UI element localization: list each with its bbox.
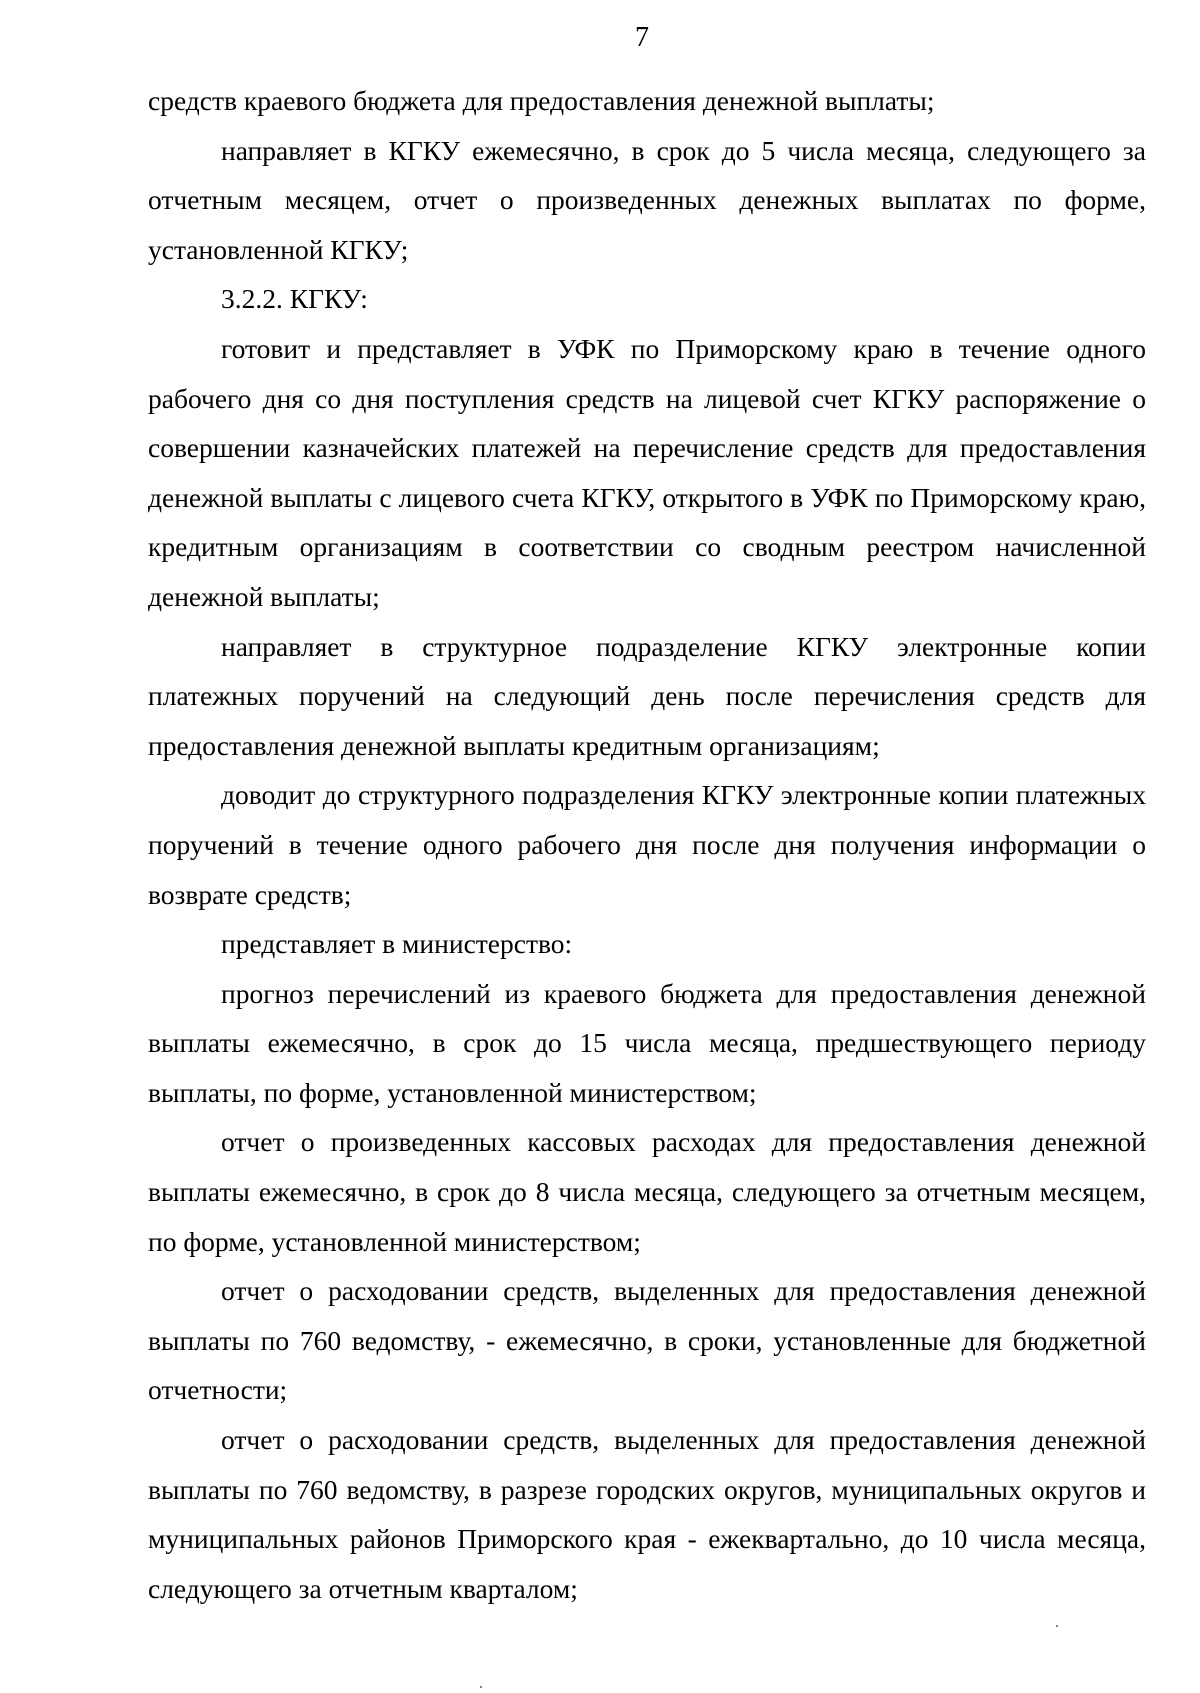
paragraph-electronic-copies: направляет в структурное подразделение КГКУ электронные копии платежных поручений на следующий день после перечисления средств для предоставления денежной выплаты кредитным организациям; xyxy=(148,630,1146,761)
paragraph-return-info: доводит до структурного подразделения КГКУ электронные копии платежных поручений в течение одного рабочего дня после дня получения информации о возврате средств; xyxy=(148,779,1146,910)
section-heading-3-2-2: 3.2.2. КГКУ: xyxy=(221,283,368,315)
paragraph-transfer-forecast: прогноз перечислений из краевого бюджета для предоставления денежной выплаты ежемесячно, в срок до 15 числа месяца, предшествующего периоду выплаты, по форме, установленной министерством; xyxy=(148,977,1146,1108)
paragraph-quarterly-spending-report: отчет о расходовании средств, выделенных для предоставления денежной выплаты по 760 ведомству, в разрезе городских округов, муниципальных округов и муниципальных районов Приморского края - ежеквартально, до 10 числа месяца, следующего за отчетным кварталом; xyxy=(148,1424,1146,1604)
scan-speck xyxy=(1056,1625,1058,1627)
paragraph-report-to-kgku: направляет в КГКУ ежемесячно, в срок до 5 числа месяца, следующего за отчетным месяцем, отчет о произведенных денежных выплатах по форме, установленной КГКУ; xyxy=(148,134,1146,265)
paragraph-submits-to-ministry: представляет в министерство: xyxy=(221,928,573,960)
paragraph-continuation: средств краевого бюджета для предоставления денежной выплаты; xyxy=(148,85,935,116)
paragraph-cash-expenses-report: отчет о произведенных кассовых расходах для предоставления денежной выплаты ежемесячно, в срок до 8 числа месяца, следующего за отчетным месяцем, по форме, установленной министерством; xyxy=(148,1126,1146,1257)
document-body xyxy=(148,76,1146,1613)
paragraph-payment-order: готовит и представляет в УФК по Приморскому краю в течение одного рабочего дня со дня поступления средств на лицевой счет КГКУ распоряжение о совершении казначейских платежей на перечисление средств для предоставления денежной выплаты с лицевого счета КГКУ, открытого в УФК по Приморскому краю, кредитным организациям в соответствии со сводным реестром начисленной денежной выплаты; xyxy=(148,332,1146,612)
page-number: 7 xyxy=(635,22,649,53)
paragraph-monthly-spending-report: отчет о расходовании средств, выделенных для предоставления денежной выплаты по 760 ведомству, - ежемесячно, в сроки, установленные для бюджетной отчетности; xyxy=(148,1275,1146,1406)
scan-speck xyxy=(480,1686,482,1688)
